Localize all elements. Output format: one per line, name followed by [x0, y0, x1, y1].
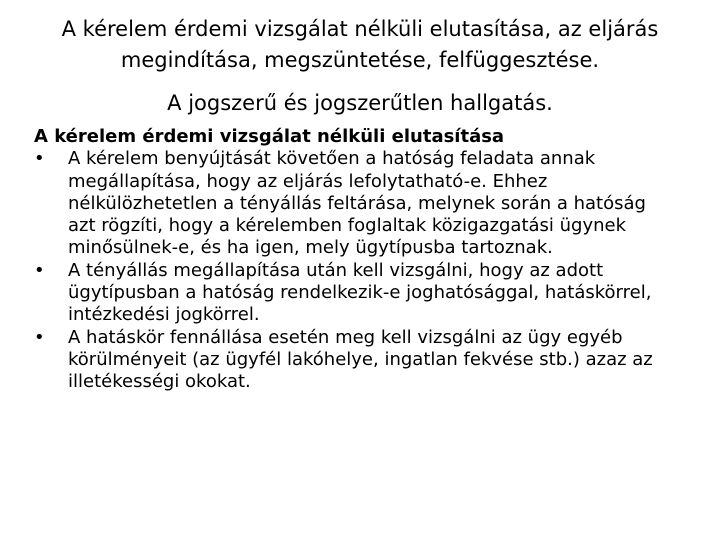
slide-content — [34, 126, 674, 394]
bullet-text: A tényállás megállapítása után kell vizsgálni, hogy az adott ügytípusban a hatóság rendelkezik-e joghatósággal, hatáskörrel, intézkedési jogkörrel. — [68, 259, 652, 326]
bullet-icon: • — [34, 259, 45, 281]
bullet-list — [34, 148, 674, 393]
bullet-item — [34, 148, 674, 259]
bullet-item — [34, 327, 674, 394]
bullet-item — [34, 260, 674, 327]
bullet-text: A hatáskör fennállása esetén meg kell vizsgálni az ügy egyéb körülményeit (az ügyfél lakóhelye, ingatlan fekvése stb.) azaz az illetékességi okokat. — [68, 326, 653, 393]
bullet-icon: • — [34, 148, 45, 170]
slide-subtitle: A jogszerű és jogszerűtlen hallgatás. — [167, 91, 553, 115]
bullet-icon: • — [34, 326, 45, 348]
slide-title: A kérelem érdemi vizsgálat nélküli elutasítása, az eljárás megindítása, megszüntetése, felfüggesztése. — [61, 17, 659, 72]
bullet-text: A kérelem benyújtását követően a hatóság feladata annak megállapítása, hogy az eljárás lefolytatható-e. Ehhez nélkülözhetetlen a tényállás feltárása, melynek során a hatóság azt rögzíti, hogy a kérelemben foglaltak közigazgatási ügynek minősülnek-e, és ha igen, mely ügytípusba tartoznak. — [68, 148, 646, 259]
section-heading: A kérelem érdemi vizsgálat nélküli elutasítása — [34, 126, 505, 147]
